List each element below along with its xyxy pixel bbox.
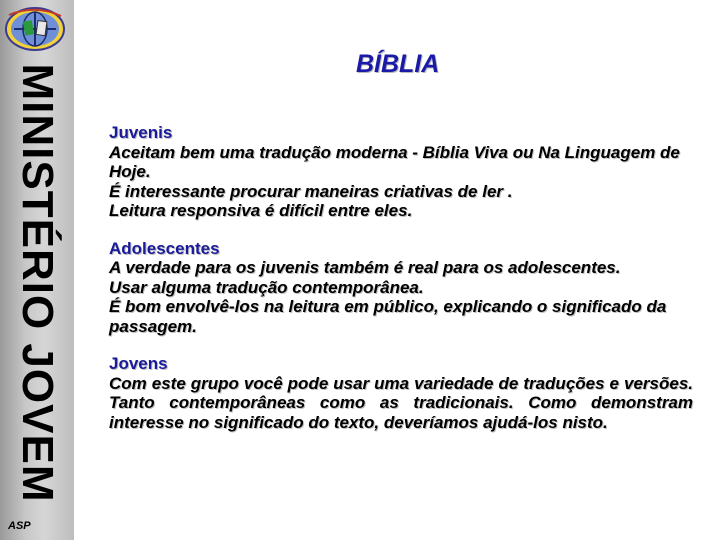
section-line: Usar alguma tradução contemporânea. [109,277,424,297]
footer-label: ASP [8,520,31,532]
section-line: É interessante procurar maneiras criativas de ler . [109,181,513,201]
section-line: É bom envolvê-los na leitura em público, explicando o significado da passagem. [109,297,667,336]
section-heading: Adolescentes [109,238,220,258]
globe-logo-icon [4,6,66,52]
vertical-title: MINISTÉRIO JOVEM [13,63,62,503]
section-heading: Jovens [109,354,168,373]
content [109,123,693,450]
page-title: BÍBLIA [356,50,440,78]
section-juvenis [109,123,693,221]
section-line: Com este grupo você pode usar uma variedade de traduções e versões. Tanto contemporâneas como as tradicionais. Como demonstram interesse no significado do texto, deveríamos ajudá-los nisto. [109,373,693,432]
section-jovens [109,354,693,432]
section-line: A verdade para os juvenis também é real para os adolescentes. [109,258,621,277]
section-adolescentes [109,239,693,337]
section-heading: Juvenis [109,123,173,142]
section-line: Aceitam bem uma tradução moderna - Bíblia Viva ou Na Linguagem de Hoje. [109,142,680,181]
sidebar [0,0,74,540]
section-line: Leitura responsiva é difícil entre eles. [109,201,413,220]
